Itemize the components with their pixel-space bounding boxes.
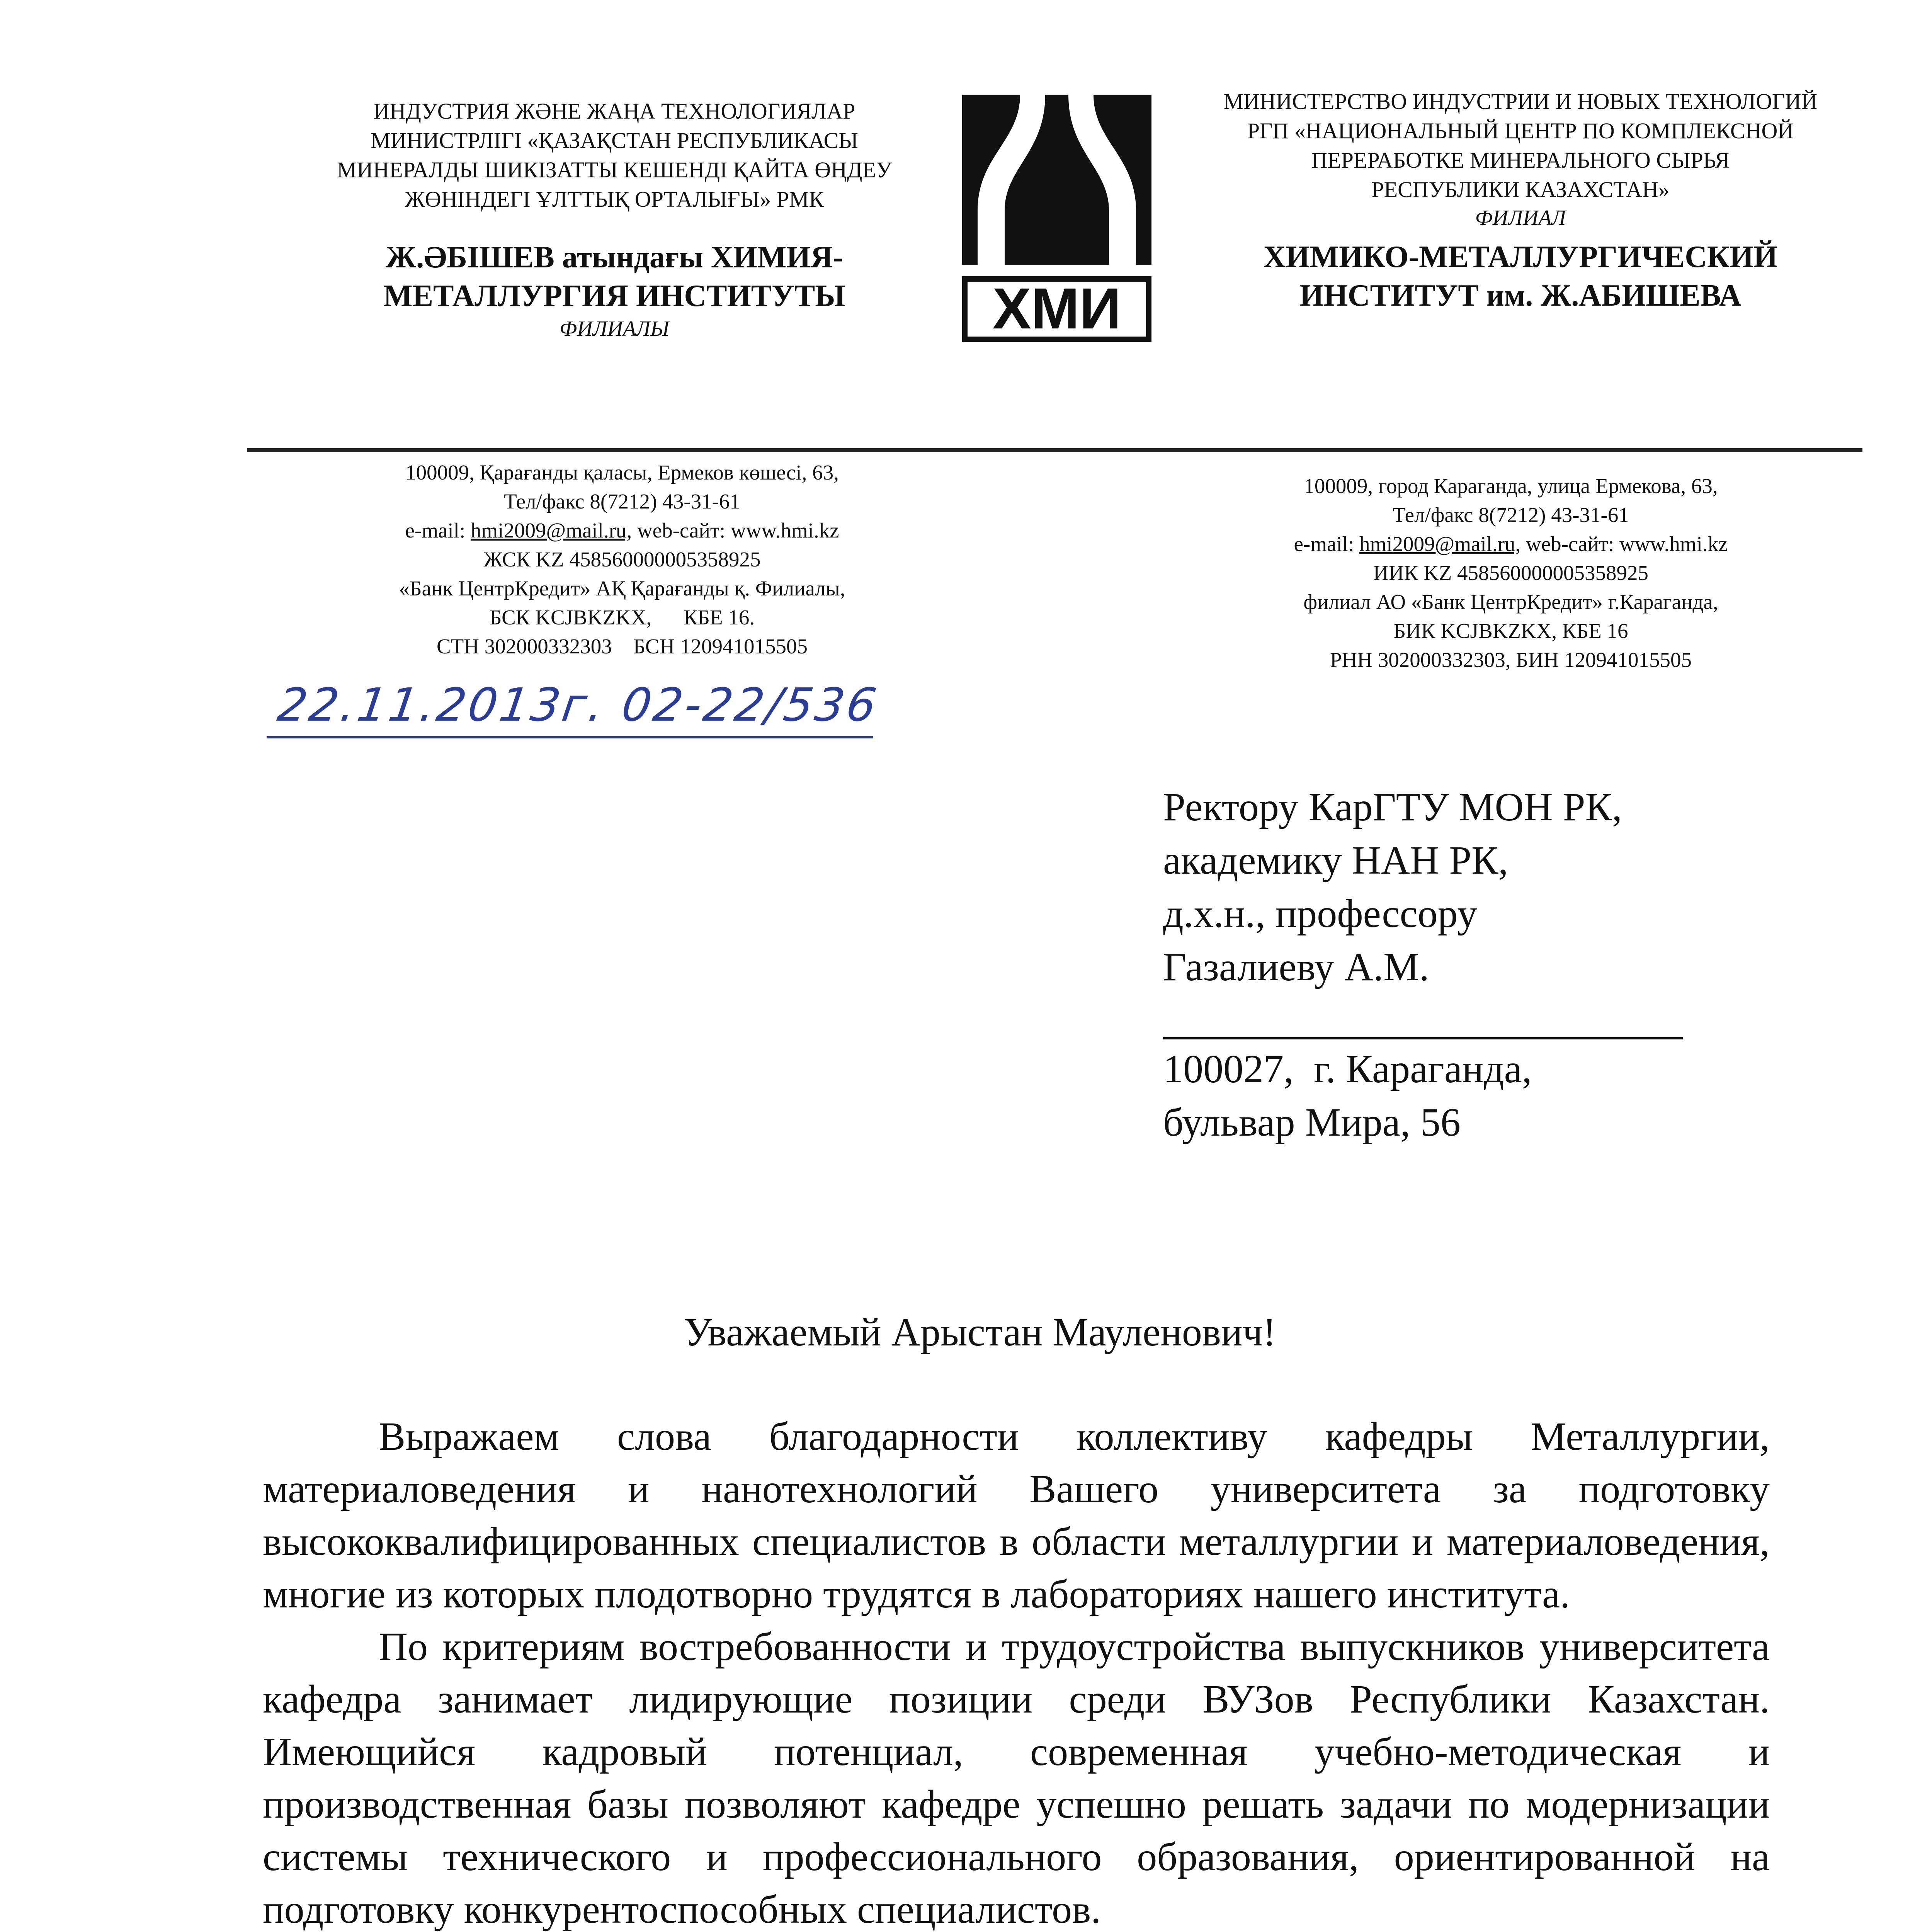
body-paragraph: По критериям востребованности и трудоустройства выпускников университета кафедра занимает лидирующие позиции среди ВУЗов Республики Казахстан. Имеющийся кадровый потенциал, современная учебно-методическая и производственная базы позволяют кафедре успешно решать задачи по модернизации системы технического и профессионального образования, ориентированной на подготовку конкурентоспособных специалистов. [263,1624,1770,1932]
body-paragraph: Выражаем слова благодарности коллективу кафедры Металлургии, материаловедения и нанотехнологий Вашего университета за подготовку высококвалифицированных специалистов в области металлургии и материаловедения, многие из которых плодотворно трудятся в лабораториях нашего института. [263,1414,1770,1616]
kz-email: hmi2009@mail.ru, [470,519,632,542]
kz-org-line: ЖӨНІНДЕГІ ҰЛТТЫҚ ОРТАЛЫҒЫ» РМК [405,187,824,212]
ru-org-line: ПЕРЕРАБОТКЕ МИНЕРАЛЬНОГО СЫРЬЯ [1311,148,1730,173]
addressee-line: Ректору КарГТУ МОН РК, [1163,785,1622,829]
header-kz [247,97,981,342]
ru-address: 100009, город Караганда, улица Ермекова, 63, [1304,474,1718,498]
salutation: Уважаемый Арыстан Мауленович! [684,1310,1276,1354]
header-divider [247,448,1862,452]
ru-subtitle: ФИЛИАЛ [1475,206,1566,230]
header-ru [1167,87,1874,315]
ru-org-line: РГП «НАЦИОНАЛЬНЫЙ ЦЕНТР ПО КОМПЛЕКСНОЙ [1247,118,1794,143]
kz-bank: «Банк ЦентрКредит» АҚ Қарағанды қ. Филиалы, [399,577,845,600]
logo-text: ХМИ [992,276,1121,341]
kz-bik: БСК KCJBKZKX, КБЕ 16. [489,605,755,629]
addressee-divider [1163,1037,1683,1039]
ru-email-line: e-mail: hmi2009@mail.ru, web-сайт: www.hmi.kz [1294,532,1728,556]
kz-subtitle: ФИЛИАЛЫ [560,317,669,341]
kz-account: ЖСК KZ 458560000005358925 [483,548,761,571]
ru-phone: Тел/факс 8(7212) 43-31-61 [1393,503,1629,527]
ru-tax: РНН 302000332303, БИН 120941015505 [1330,648,1692,672]
ru-org-line: РЕСПУБЛИКИ КАЗАХСТАН» [1371,177,1670,202]
ru-title-line: ИНСТИТУТ им. Ж.АБИШЕВА [1299,279,1742,313]
addressee-line: д.х.н., профессору [1163,891,1478,936]
kz-title-line: МЕТАЛЛУРГИЯ ИНСТИТУТЫ [383,279,845,313]
kz-org-line: ИНДУСТРИЯ ЖӘНЕ ЖАҢА ТЕХНОЛОГИЯЛАР [373,99,855,124]
addressee-address-line: 100027, г. Караганда, [1163,1047,1532,1091]
letter-body [263,1410,1770,1932]
addressee-block [1163,781,1859,1149]
ru-account: ИИК KZ 458560000005358925 [1373,561,1648,585]
addressee-line: Газалиеву А.М. [1163,945,1429,989]
logo-emblem-icon [962,95,1151,342]
ru-bank: филиал АО «Банк ЦентрКредит» г.Караганда, [1303,590,1718,614]
kz-phone: Тел/факс 8(7212) 43-31-61 [504,490,740,513]
kz-tax: СТН 302000332303 БСН 120941015505 [436,634,808,658]
institute-logo [962,95,1151,342]
contacts-ru [1182,471,1839,674]
kz-org-line: МИНЕРАЛДЫ ШИКІЗАТТЫ КЕШЕНДІ ҚАЙТА ӨҢДЕУ [337,157,892,182]
ru-email: hmi2009@mail.ru, [1359,532,1521,556]
outgoing-number: 22.11.2013г. 02-22/536 [274,678,882,731]
ru-bik: БИК KCJBKZKX, КБЕ 16 [1393,619,1628,643]
ru-org-line: МИНИСТЕРСТВО ИНДУСТРИИ И НОВЫХ ТЕХНОЛОГИЙ [1223,89,1818,114]
outgoing-number-underline [267,736,873,738]
kz-email-line: e-mail: hmi2009@mail.ru, web-сайт: www.hmi.kz [405,519,839,542]
ru-title-line: ХИМИКО-МЕТАЛЛУРГИЧЕСКИЙ [1263,240,1778,274]
kz-title-line: Ж.ӘБІШЕВ атындағы ХИМИЯ- [386,240,843,274]
addressee-address-line: бульвар Мира, 56 [1163,1100,1461,1145]
contacts-kz [301,458,943,661]
kz-org-line: МИНИСТРЛІГІ «ҚАЗАҚСТАН РЕСПУБЛИКАСЫ [371,128,858,153]
addressee-line: академику НАН РК, [1163,838,1509,883]
kz-address: 100009, Қарағанды қаласы, Ермеков көшесі, 63, [405,461,839,484]
